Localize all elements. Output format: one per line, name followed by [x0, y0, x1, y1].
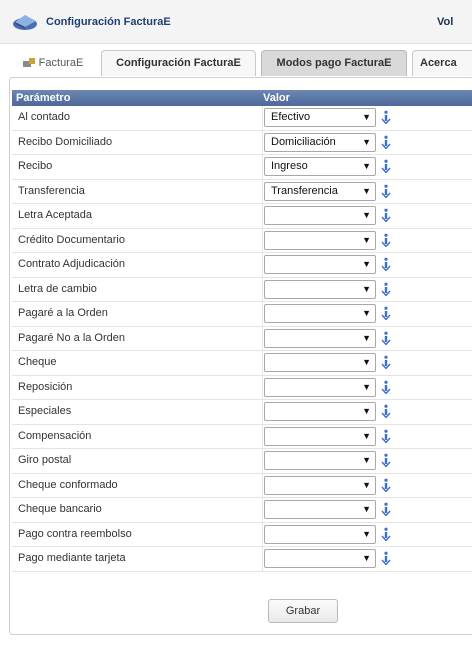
table-row [12, 327, 472, 352]
chevron-down-icon: ▼ [362, 234, 371, 245]
column-divider [262, 547, 263, 571]
value-select[interactable] [264, 476, 376, 495]
table-row [12, 351, 472, 376]
table-body [12, 106, 472, 572]
save-button[interactable]: Grabar [268, 599, 338, 623]
chevron-down-icon: ▼ [362, 479, 371, 490]
tab-label: Configuración FacturaE [116, 57, 241, 69]
column-divider [262, 278, 263, 302]
parameter-label: Al contado [18, 111, 70, 123]
column-divider [262, 253, 263, 277]
chevron-down-icon: ▼ [362, 455, 371, 465]
select-value: Ingreso [271, 160, 308, 172]
value-select[interactable] [264, 549, 376, 568]
app-header [0, 0, 472, 44]
value-select[interactable] [264, 402, 376, 421]
parameter-label: Pagaré No a la Orden [18, 331, 126, 344]
value-select[interactable] [264, 133, 376, 152]
info-icon[interactable] [381, 478, 391, 492]
header-right-text[interactable]: Vol [437, 16, 454, 28]
parameter-label: Pagaré a la Orden [18, 307, 108, 319]
info-icon[interactable] [381, 184, 391, 198]
chevron-down-icon: ▼ [362, 381, 371, 392]
info-icon[interactable] [381, 355, 391, 369]
table-row [12, 547, 472, 572]
info-icon[interactable] [381, 404, 391, 418]
parameter-label: Transferencia [18, 184, 85, 197]
parameter-label: Giro postal [18, 454, 72, 466]
info-icon[interactable] [381, 159, 391, 173]
chevron-down-icon: ▼ [362, 112, 371, 122]
column-divider [262, 131, 263, 155]
table-row [12, 400, 472, 425]
info-icon[interactable] [381, 110, 391, 124]
info-icon[interactable] [381, 502, 391, 516]
table-row [12, 253, 472, 278]
value-select[interactable] [264, 280, 376, 299]
value-select[interactable] [264, 378, 376, 397]
info-icon[interactable] [381, 306, 391, 320]
column-divider [262, 523, 263, 547]
value-select[interactable] [264, 255, 376, 274]
table-row [12, 425, 472, 450]
table-row [12, 155, 472, 180]
select-value: Transferencia [271, 184, 338, 197]
home-icon [23, 58, 35, 67]
info-icon[interactable] [381, 208, 391, 222]
parameter-label: Cheque bancario [18, 503, 102, 515]
info-icon[interactable] [381, 551, 391, 565]
chevron-down-icon: ▼ [362, 430, 371, 441]
chevron-down-icon: ▼ [362, 185, 371, 196]
table-header [12, 90, 472, 106]
chevron-down-icon: ▼ [362, 283, 371, 294]
parameter-label: Pago contra reembolso [18, 527, 132, 540]
chevron-down-icon: ▼ [362, 210, 371, 220]
tab-label: FacturaE [38, 57, 84, 69]
column-divider [262, 498, 263, 522]
tab-bar [12, 50, 472, 76]
parameter-label: Especiales [18, 405, 72, 417]
parameter-label: Cheque [18, 356, 57, 368]
column-divider [262, 376, 263, 400]
info-icon[interactable] [381, 331, 391, 345]
value-select[interactable] [264, 206, 376, 225]
table-row [12, 204, 472, 229]
chevron-down-icon: ▼ [362, 553, 371, 563]
value-select[interactable] [264, 182, 376, 201]
info-icon[interactable] [381, 380, 391, 394]
parameter-label: Recibo Domiciliado [18, 135, 113, 148]
tab-facturae[interactable] [12, 50, 94, 76]
table-row [12, 474, 472, 499]
chevron-down-icon: ▼ [362, 161, 371, 171]
value-select[interactable] [264, 353, 376, 372]
column-divider [262, 106, 263, 130]
value-select[interactable] [264, 231, 376, 250]
table-row [12, 523, 472, 548]
column-divider [262, 400, 263, 424]
parameter-label: Contrato Adjudicación [18, 258, 126, 270]
parameter-label: Recibo [18, 160, 53, 172]
column-divider [262, 327, 263, 351]
parameter-label: Compensación [18, 429, 92, 442]
info-icon[interactable] [381, 282, 391, 296]
chevron-down-icon: ▼ [362, 136, 371, 147]
table-row [12, 498, 472, 523]
info-icon[interactable] [381, 257, 391, 271]
info-icon[interactable] [381, 429, 391, 443]
column-header-parametro: Parámetro [16, 92, 71, 104]
info-icon[interactable] [381, 233, 391, 247]
parameter-label: Letra de cambio [18, 282, 97, 295]
value-select[interactable] [264, 329, 376, 348]
value-select[interactable] [264, 500, 376, 519]
tab-modos-pago[interactable] [261, 50, 407, 76]
table-row [12, 449, 472, 474]
table-row [12, 278, 472, 303]
chevron-down-icon: ▼ [362, 406, 371, 416]
chevron-down-icon: ▼ [362, 332, 371, 343]
column-divider [262, 204, 263, 228]
info-icon[interactable] [381, 135, 391, 149]
payment-modes-table [12, 90, 472, 572]
tab-configuracion[interactable] [101, 50, 256, 76]
tab-label: Acerca [420, 57, 457, 69]
column-divider [262, 425, 263, 449]
parameter-label: Letra Aceptada [18, 209, 93, 221]
value-select[interactable] [264, 451, 376, 470]
info-icon[interactable] [381, 527, 391, 541]
column-divider [262, 155, 263, 179]
table-row [12, 376, 472, 401]
info-icon[interactable] [381, 453, 391, 467]
column-divider [262, 449, 263, 473]
chevron-down-icon: ▼ [362, 504, 371, 514]
table-row [12, 302, 472, 327]
value-select[interactable] [264, 427, 376, 446]
column-divider [262, 229, 263, 253]
column-divider [262, 351, 263, 375]
select-value: Domiciliación [271, 135, 336, 148]
chevron-down-icon: ▼ [362, 357, 371, 367]
value-select[interactable] [264, 525, 376, 544]
select-value: Efectivo [271, 111, 311, 123]
column-divider [262, 180, 263, 204]
chevron-down-icon: ▼ [362, 308, 371, 318]
value-select[interactable] [264, 108, 376, 127]
parameter-label: Reposición [18, 380, 73, 393]
column-divider [262, 474, 263, 498]
chevron-down-icon: ▼ [362, 259, 371, 269]
parameter-label: Crédito Documentario [18, 233, 125, 246]
table-row [12, 131, 472, 156]
tab-acerca[interactable] [412, 50, 472, 76]
app-title: Configuración FacturaE [46, 16, 171, 28]
column-divider [262, 302, 263, 326]
parameter-label: Pago mediante tarjeta [18, 552, 126, 564]
app-logo-icon [12, 12, 38, 32]
table-row [12, 229, 472, 254]
chevron-down-icon: ▼ [362, 528, 371, 539]
column-header-valor: Valor [263, 92, 290, 104]
value-select[interactable] [264, 304, 376, 323]
tab-label: Modos pago FacturaE [276, 57, 392, 69]
parameter-label: Cheque conformado [18, 478, 118, 491]
table-row [12, 180, 472, 205]
table-row [12, 106, 472, 131]
value-select[interactable] [264, 157, 376, 176]
